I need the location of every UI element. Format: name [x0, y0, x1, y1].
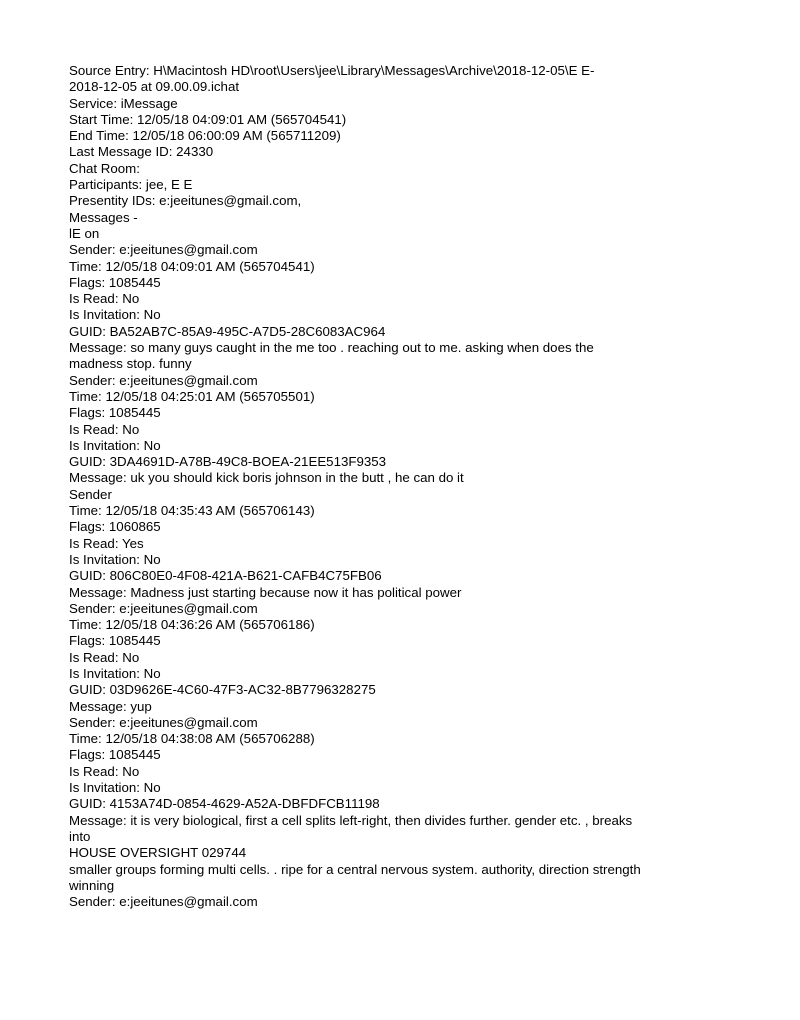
document-line: Sender: e:jeeitunes@gmail.com: [69, 894, 258, 910]
document-line: Flags: 1085445: [69, 405, 161, 421]
document-line: Sender: e:jeeitunes@gmail.com: [69, 714, 258, 730]
document-line: madness stop. funny: [69, 356, 192, 372]
document-line: Is Read: No: [69, 763, 140, 779]
document-line: GUID: 3DA4691D-A78B-49C8-BOEA-21EE513F9353: [69, 454, 387, 470]
document-line: Message: it is very biological, first a cell splits left-right, then divides further. gender etc. , breaks: [69, 812, 633, 828]
document-line: Message: so many guys caught in the me too . reaching out to me. asking when does the: [69, 340, 594, 356]
document-line: Start Time: 12/05/18 04:09:01 AM (565704541): [69, 111, 347, 127]
document-line: Sender: e:jeeitunes@gmail.com: [69, 372, 258, 388]
document-line: Source Entry: H\Macintosh HD\root\Users\jee\Library\Messages\Archive\2018-12-05\E E-: [69, 63, 595, 78]
document-line: 2018-12-05 at 09.00.09.ichat: [69, 79, 240, 95]
document-line: Time: 12/05/18 04:09:01 AM (565704541): [69, 258, 315, 274]
document-line: lE on: [69, 225, 100, 241]
document-line: Is Invitation: No: [69, 551, 161, 567]
document-line: Time: 12/05/18 04:35:43 AM (565706143): [69, 503, 315, 519]
document-line: GUID: 03D9626E-4C60-47F3-AC32-8B7796328275: [69, 682, 376, 698]
document-line: Is Invitation: No: [69, 307, 161, 323]
document-line: Flags: 1085445: [69, 633, 161, 649]
document-line: Is Read: No: [69, 649, 140, 665]
document-line: into: [69, 828, 91, 844]
document-line: Flags: 1085445: [69, 747, 161, 763]
document-line: Last Message ID: 24330: [69, 144, 214, 160]
document-line: GUID: BA52AB7C-85A9-495C-A7D5-28C6083AC964: [69, 323, 386, 339]
document-line: Flags: 1060865: [69, 519, 161, 535]
document-line: Message: uk you should kick boris johnson in the butt , he can do it: [69, 470, 464, 486]
document-line: Sender: [69, 486, 112, 502]
document-line: Chat Room:: [69, 160, 140, 176]
document-line: Time: 12/05/18 04:38:08 AM (565706288): [69, 731, 315, 747]
document-line: Messages -: [69, 209, 138, 225]
document-line: Flags: 1085445: [69, 274, 161, 290]
document-line: GUID: 806C80E0-4F08-421A-B621-CAFB4C75FB06: [69, 568, 382, 584]
document-line: Is Invitation: No: [69, 665, 161, 681]
document-line: Is Read: Yes: [69, 535, 144, 551]
document-line: Participants: jee, E E: [69, 177, 193, 193]
document-line: Time: 12/05/18 04:36:26 AM (565706186): [69, 617, 315, 633]
document-line: Presentity IDs: e:jeeitunes@gmail.com,: [69, 193, 302, 209]
document-line: Is Invitation: No: [69, 780, 161, 796]
document-line: Sender: e:jeeitunes@gmail.com: [69, 242, 258, 258]
document-line: Message: yup: [69, 698, 152, 714]
document-line: Service: iMessage: [69, 95, 178, 111]
document-line: HOUSE OVERSIGHT 029744: [69, 845, 247, 861]
document-line: End Time: 12/05/18 06:00:09 AM (565711209): [69, 128, 341, 144]
document-line: GUID: 4153A74D-0854-4629-A52A-DBFDFCB11198: [69, 796, 380, 812]
document-line: Is Read: No: [69, 291, 140, 307]
document-line: Message: Madness just starting because now it has political power: [69, 584, 462, 600]
document-line: Is Read: No: [69, 421, 140, 437]
document-line: Time: 12/05/18 04:25:01 AM (565705501): [69, 388, 315, 404]
document-line: smaller groups forming multi cells. . ripe for a central nervous system. authority, direction strength: [69, 861, 641, 877]
document-line: winning: [69, 877, 115, 893]
document-page: [69, 63, 729, 910]
document-line: Sender: e:jeeitunes@gmail.com: [69, 600, 258, 616]
document-line: Is Invitation: No: [69, 437, 161, 453]
